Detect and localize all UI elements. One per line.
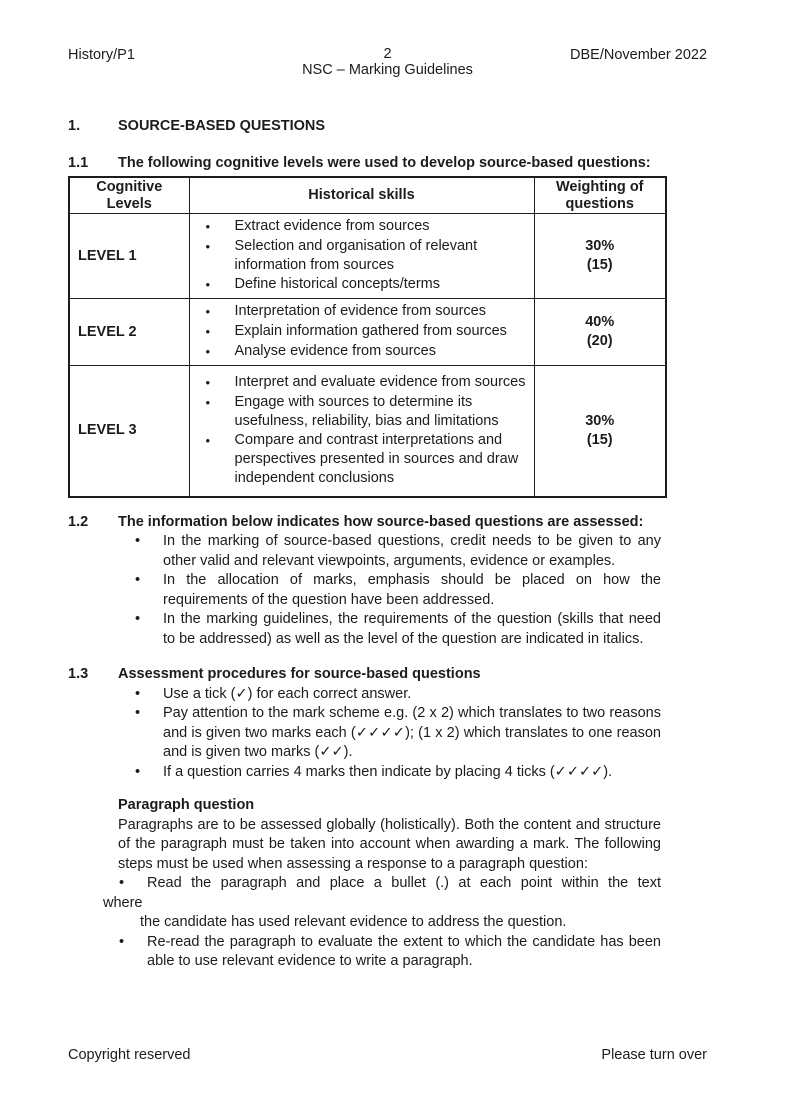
bullet-icon bbox=[118, 763, 163, 783]
bullet-icon bbox=[190, 373, 235, 393]
section-1-1-number: 1.1 bbox=[68, 154, 89, 171]
document-body bbox=[68, 0, 678, 972]
header-doc-code: History/P1 bbox=[68, 47, 135, 63]
paragraph-question-bullet-1 bbox=[103, 874, 661, 933]
level-3-weighting bbox=[534, 366, 666, 497]
skill-item: • Selection and organisation of relevant information from sources bbox=[190, 237, 528, 275]
section-1-3-heading: Assessment procedures for source-based questions bbox=[118, 666, 481, 682]
section-1-1-heading: The following cognitive levels were used to develop source-based questions: bbox=[118, 154, 651, 171]
skill-item: • Extract evidence from sources bbox=[190, 217, 528, 237]
skill-item: • Interpretation of evidence from sources bbox=[190, 302, 528, 322]
section-1-1 bbox=[68, 154, 678, 174]
bullet-icon bbox=[190, 237, 235, 257]
weighting-marks: (15) bbox=[586, 257, 613, 273]
section-1-3-number: 1.3 bbox=[68, 666, 89, 682]
bullet-item: • Use a tick (✓) for each correct answer. bbox=[118, 685, 661, 705]
footer-turn-over: Please turn over bbox=[601, 1047, 707, 1063]
skill-item: • Define historical concepts/terms bbox=[190, 275, 528, 295]
bullet-icon bbox=[190, 217, 235, 237]
skill-item: • Compare and contrast interpretations and perspectives presented in sources and draw independent conclusions bbox=[190, 431, 528, 488]
bullet-icon bbox=[118, 610, 163, 630]
bullet-icon bbox=[190, 431, 235, 451]
bullet-item: • In the marking guidelines, the requirements of the question (skills that need to be addressed) as well as the level of the question are indicated in italics. bbox=[118, 610, 661, 649]
section-1-3-bullets bbox=[118, 685, 661, 783]
paragraph-question-bullet-2: • Re-read the paragraph to evaluate the extent to which the candidate has been able to use relevant evidence to write a paragraph. bbox=[118, 933, 661, 972]
header-exam-session: DBE/November 2022 bbox=[570, 47, 708, 63]
bullet-hanging-word: where bbox=[103, 894, 143, 911]
level-3-skills bbox=[189, 366, 534, 497]
bullet-icon bbox=[118, 685, 163, 705]
bullet-item: • If a question carries 4 marks then indicate by placing 4 ticks (✓✓✓✓). bbox=[118, 763, 661, 783]
section-1-number: 1. bbox=[68, 118, 81, 134]
bullet-icon bbox=[190, 275, 235, 295]
skill-item: • Explain information gathered from sources bbox=[190, 322, 528, 342]
table-header-row bbox=[69, 177, 666, 214]
section-1 bbox=[68, 117, 678, 137]
skill-item: • Engage with sources to determine its usefulness, reliability, bias and limitations bbox=[190, 393, 528, 431]
level-3-label: LEVEL 3 bbox=[69, 366, 189, 497]
weighting-percent: 40% bbox=[585, 314, 615, 330]
bullet-icon bbox=[118, 933, 147, 953]
header-page-number: 2 bbox=[383, 46, 392, 62]
level-2-skills bbox=[189, 299, 534, 366]
header-subtitle: NSC – Marking Guidelines bbox=[302, 62, 473, 78]
footer-copyright: Copyright reserved bbox=[68, 1047, 191, 1063]
paragraph-question-intro: Paragraphs are to be assessed globally (holistically). Both the content and structure of the paragraph must be taken into account when awarding a mark. The following steps must be used when assessing a response to a paragraph question: bbox=[118, 816, 661, 872]
bullet-item: • Pay attention to the mark scheme e.g. (2 x 2) which translates to two reasons and is given two marks each (✓✓✓✓); (1 x 2) which translates to one reason and is given two marks (✓✓). bbox=[118, 704, 661, 763]
bullet-icon bbox=[118, 874, 147, 894]
bullet-icon bbox=[118, 532, 163, 552]
bullet-continuation: the candidate has used relevant evidence to address the question. bbox=[140, 914, 567, 930]
level-2-weighting bbox=[534, 299, 666, 366]
level-1-label: LEVEL 1 bbox=[69, 214, 189, 299]
bullet-icon bbox=[190, 342, 235, 362]
weighting-marks: (20) bbox=[586, 333, 613, 349]
bullet-item: • In the marking of source-based questions, credit needs to be given to any other valid and relevant viewpoints, arguments, evidence or examples. bbox=[118, 532, 661, 571]
bullet-item: • In the allocation of marks, emphasis should be placed on how the requirements of the question have been addressed. bbox=[118, 571, 661, 610]
weighting-percent: 30% bbox=[585, 412, 615, 429]
weighting-percent: 30% bbox=[585, 238, 615, 254]
table-row-level-1 bbox=[69, 214, 666, 299]
bullet-icon bbox=[118, 704, 163, 724]
col-header-cognitive-levels: Cognitive Levels bbox=[69, 177, 189, 214]
level-1-weighting bbox=[534, 214, 666, 299]
bullet-icon bbox=[118, 571, 163, 591]
section-1-2-heading: The information below indicates how source-based questions are assessed: bbox=[118, 513, 644, 530]
level-1-skills bbox=[189, 214, 534, 299]
section-1-3 bbox=[68, 665, 678, 782]
level-2-label: LEVEL 2 bbox=[69, 299, 189, 366]
bullet-icon bbox=[190, 393, 235, 413]
table-row-level-2 bbox=[69, 299, 666, 366]
section-1-title: SOURCE-BASED QUESTIONS bbox=[118, 118, 326, 134]
bullet-icon bbox=[190, 322, 235, 342]
cognitive-levels-table bbox=[68, 176, 667, 498]
col-header-weighting: Weighting of questions bbox=[534, 177, 666, 214]
skill-item: • Analyse evidence from sources bbox=[190, 342, 528, 362]
col-header-historical-skills: Historical skills bbox=[189, 177, 534, 214]
bullet-icon bbox=[190, 302, 235, 322]
page-footer bbox=[68, 1046, 707, 1066]
paragraph-question-heading: Paragraph question bbox=[118, 797, 255, 813]
section-1-2-number: 1.2 bbox=[68, 513, 89, 530]
weighting-marks: (15) bbox=[586, 431, 613, 448]
skill-item: • Interpret and evaluate evidence from sources bbox=[190, 373, 528, 393]
paragraph-question-section bbox=[103, 796, 661, 972]
section-1-2-bullets bbox=[118, 532, 661, 649]
section-1-2 bbox=[68, 513, 678, 650]
table-row-level-3 bbox=[69, 366, 666, 497]
bullet-line: Read the paragraph and place a bullet (.) at each point within the text bbox=[147, 875, 661, 891]
